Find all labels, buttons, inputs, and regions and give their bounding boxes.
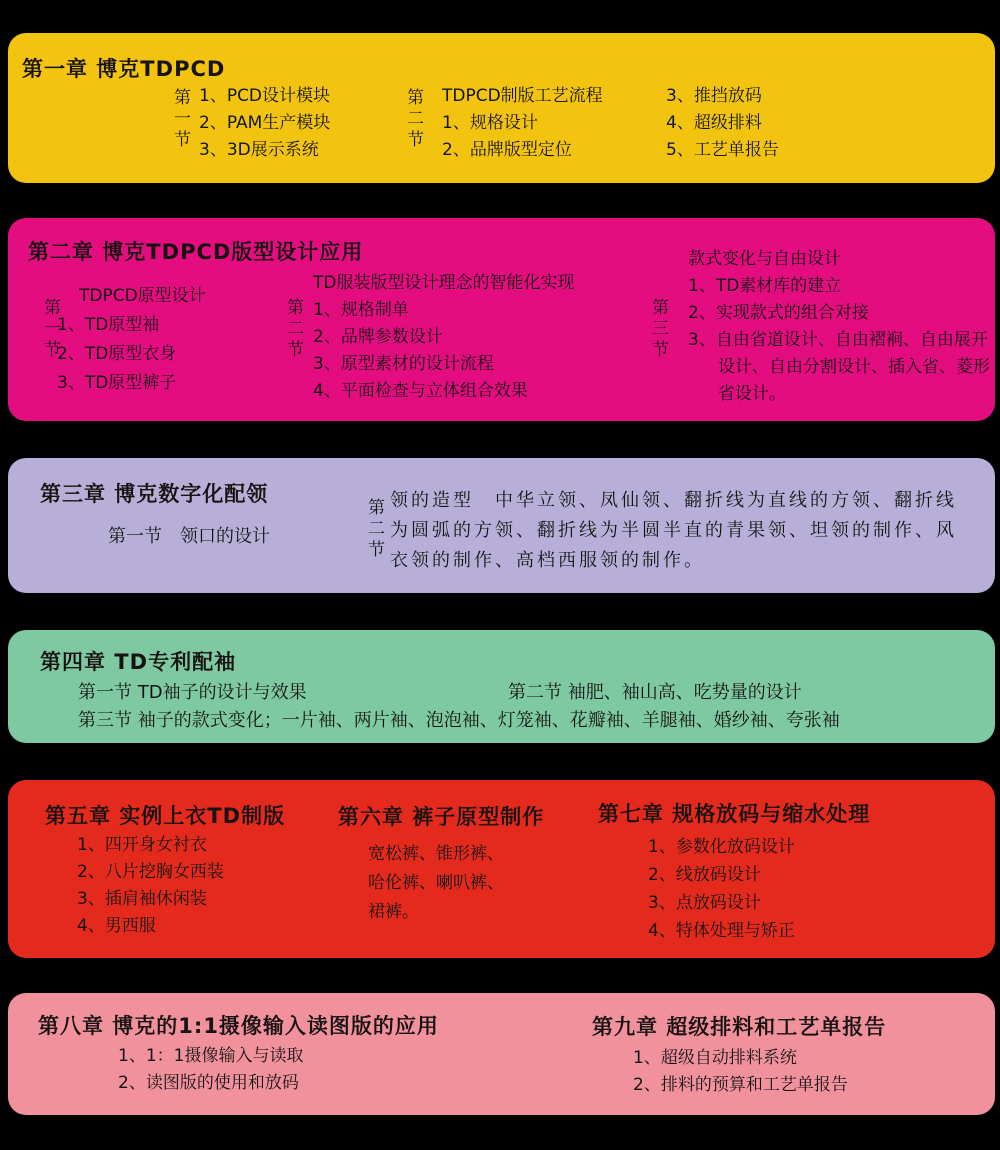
band-4-card (8, 630, 995, 743)
chapter-2-title: 第二章 博克TDPCD版型设计应用 (28, 240, 364, 264)
section-heading: 款式变化与自由设计 (688, 249, 841, 269)
chapter-1-section-1-items (199, 83, 330, 164)
list-item: 1、PCD设计模块 (199, 86, 331, 106)
chapter-7-items (648, 833, 795, 945)
chapter-2-section-1-items (57, 282, 206, 398)
list-item: 1、TD原型袖 (57, 315, 160, 335)
chapter-1-section-1-label: 第一节 (170, 88, 190, 151)
band-6-card (8, 993, 995, 1115)
section-heading: TD服装版型设计理念的智能化实现 (313, 273, 575, 293)
list-item: 2、品牌参数设计 (313, 327, 443, 347)
list-item: 2、品牌版型定位 (442, 140, 572, 160)
list-item: 宽松裤、锥形裤、 (368, 844, 504, 864)
chapter-5-items (77, 832, 224, 940)
list-item: 2、线放码设计 (648, 865, 761, 885)
chapter-3-section-2-text: 领的造型 中华立领、凤仙领、翻折线为直线的方领、翻折线为圆弧的方领、翻折线为半圆半直的青果领、坦领的制作、风衣领的制作、高档西服领的制作。 (390, 490, 957, 571)
chapter-3-title: 第三章 博克数字化配领 (40, 482, 269, 506)
band-2-card (8, 218, 995, 421)
list-item: 1、超级自动排料系统 (633, 1048, 797, 1068)
chapter-3-section-1: 第一节 领口的设计 (108, 526, 270, 547)
chapter-2-section-3-label: 第三节 (648, 298, 668, 361)
list-item: TDPCD制版工艺流程 (442, 86, 603, 106)
list-item: 2、TD原型衣身 (57, 344, 177, 364)
list-item: 2、PAM生产模块 (199, 113, 331, 133)
list-item: 哈伦裤、喇叭裤、 (368, 873, 504, 893)
list-item: 1、参数化放码设计 (648, 837, 795, 857)
chapter-2-section-2-label: 第二节 (283, 298, 303, 361)
chapter-2-section-2-items (313, 270, 574, 405)
chapter-9-title: 第九章 超级排料和工艺单报告 (592, 1015, 887, 1039)
chapter-1-column-3-items (666, 83, 779, 164)
chapter-2-section-1-label: 第一节 (40, 298, 60, 361)
chapter-5-title: 第五章 实例上衣TD制版 (45, 804, 286, 828)
chapter-4-section-3: 第三节 袖子的款式变化；一片袖、两片袖、泡泡袖、灯笼袖、花瓣袖、羊腿袖、婚纱袖、夸张袖 (78, 710, 840, 731)
chapter-8-items (118, 1043, 303, 1097)
list-item: 3、3D展示系统 (199, 140, 319, 160)
list-item: 1、TD素材库的建立 (688, 276, 842, 296)
chapter-2-section-3-items (688, 246, 993, 408)
list-item: 2、读图版的使用和放码 (118, 1073, 299, 1093)
list-item: 4、男西服 (77, 916, 156, 936)
list-item: 3、原型素材的设计流程 (313, 354, 494, 374)
section-heading: TDPCD原型设计 (79, 286, 206, 306)
chapter-9-items (633, 1045, 848, 1099)
list-item: 3、TD原型裤子 (57, 373, 177, 393)
chapter-1-section-2-items (442, 83, 603, 164)
list-item: 1、1：1摄像输入与读取 (118, 1046, 304, 1066)
chapter-4-title: 第四章 TD专利配袖 (40, 650, 237, 674)
chapter-1-section-2-label: 第二节 (403, 88, 423, 151)
list-item: 4、平面检查与立体组合效果 (313, 381, 528, 401)
band-5-card (8, 780, 995, 958)
chapter-3-section-2-label: 第二节 (364, 498, 384, 561)
band-3-card (8, 458, 995, 593)
chapter-4-section-2: 第二节 袖肥、袖山高、吃势量的设计 (508, 682, 802, 703)
list-item: 2、实现款式的组合对接 (688, 303, 869, 323)
chapter-7-title: 第七章 规格放码与缩水处理 (598, 802, 871, 826)
list-item: 1、规格设计 (442, 113, 538, 133)
list-item: 5、工艺单报告 (666, 140, 779, 160)
chapter-6-title: 第六章 裤子原型制作 (338, 805, 545, 829)
list-item: 4、超级排料 (666, 113, 762, 133)
list-item: 3、推挡放码 (666, 86, 762, 106)
list-item: 2、八片挖胸女西装 (77, 862, 224, 882)
chapter-4-section-1: 第一节 TD袖子的设计与效果 (78, 682, 307, 703)
list-item: 1、规格制单 (313, 300, 409, 320)
list-item: 裙裤。 (368, 902, 419, 922)
band-1-card (8, 33, 995, 183)
chapter-6-lines (368, 840, 504, 927)
list-item: 4、特体处理与矫正 (648, 921, 795, 941)
list-item: 2、排料的预算和工艺单报告 (633, 1075, 848, 1095)
list-item: 3、插肩袖休闲装 (77, 889, 207, 909)
chapter-8-title: 第八章 博克的1:1摄像输入读图版的应用 (38, 1014, 439, 1038)
list-item: 3、点放码设计 (648, 893, 761, 913)
chapter-1-title: 第一章 博克TDPCD (22, 57, 226, 81)
list-item: 3、自由省道设计、自由褶裥、自由展开设计、自由分割设计、插入省、菱形省设计。 (688, 330, 990, 404)
list-item: 1、四开身女衬衣 (77, 835, 207, 855)
